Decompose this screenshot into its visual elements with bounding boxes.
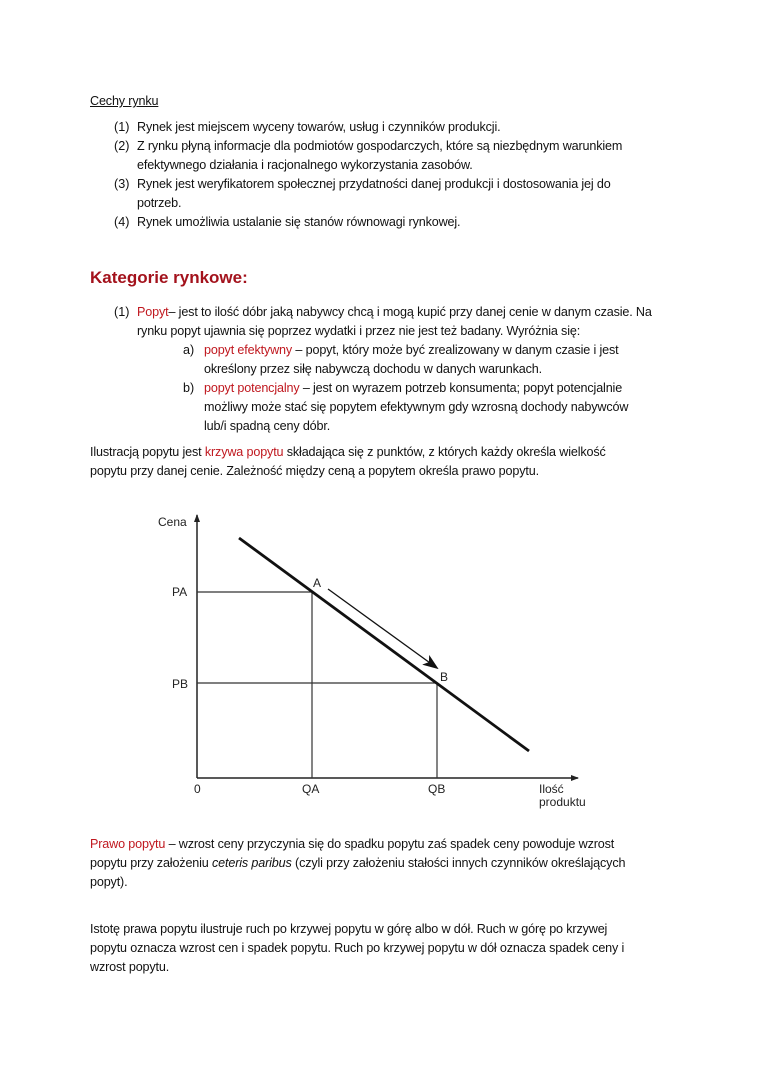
essence-line2: popytu oznacza wzrost cen i spadek popytu. Ruch po krzywej popytu w dół oznacza spadek ceny i	[90, 941, 625, 955]
list-number: (1)	[114, 120, 130, 134]
illustration-line1: Ilustracją popytu jest krzywa popytu składająca się z punktów, z których każdy określa wielkość	[90, 445, 606, 459]
list-item-text: Rynek jest weryfikatorem społecznej przydatności danej produkcji i dostosowania jej do	[137, 177, 611, 191]
popyt-efektywny-line1: popyt efektywny – popyt, który może być zrealizowany w danym czasie i jest	[204, 343, 619, 357]
popyt-potencjalny-line3: lub/i spadną ceny dóbr.	[204, 419, 331, 433]
movement-arrow-icon	[328, 589, 437, 668]
x-axis-label-line2: produktu	[539, 795, 586, 809]
list-item-text: Rynek umożliwia ustalanie się stanów równowagi rynkowej.	[137, 215, 461, 229]
law-line1: Prawo popytu – wzrost ceny przyczynia się do spadku popytu zaś spadek ceny powoduje wzrost	[90, 837, 615, 851]
law-line2: popytu przy założeniu ceteris paribus (czyli przy założeniu stałości innych czynników określających	[90, 856, 626, 870]
tick-origin: 0	[194, 782, 201, 796]
section-heading-kategorie: Kategorie rynkowe:	[90, 268, 248, 287]
essence-line3: wzrost popytu.	[90, 960, 170, 974]
popyt-potencjalny-line2: możliwy może stać się popytem efektywnym gdy wzrosną dochody nabywców	[204, 400, 629, 414]
list-number: (2)	[114, 139, 130, 153]
list-item-text: potrzeb.	[137, 196, 182, 210]
popyt-potencjalny-line1: popyt potencjalny – jest on wyrazem potrzeb konsumenta; popyt potencjalnie	[204, 381, 623, 395]
x-axis-label-line1: Ilość	[539, 782, 564, 796]
popyt-definition-line1: Popyt– jest to ilość dóbr jaką nabywcy chcą i mogą kupić przy danej cenie w danym czasie. Na	[137, 305, 652, 319]
list-item-text: Rynek jest miejscem wyceny towarów, usług i czynników produkcji.	[137, 120, 501, 134]
tick-pa: PA	[172, 585, 188, 599]
sublist-letter: b)	[183, 381, 195, 395]
popyt-efektywny-line2: określony przez siłę nabywczą dochodu w danych warunkach.	[204, 362, 542, 376]
term-prawo-popytu: Prawo popytu	[90, 837, 166, 851]
term-krzywa-popytu: krzywa popytu	[204, 445, 284, 459]
popyt-definition-line2: rynku popyt ujawnia się poprzez wydatki i przez nie jest też badany. Wyróżnia się:	[137, 324, 581, 338]
section-title-cechy-rynku: Cechy rynku	[90, 94, 159, 108]
tick-qb: QB	[428, 782, 446, 796]
tick-pb: PB	[172, 677, 189, 691]
illustration-line2: popytu przy danej cenie. Zależność między ceną a popytem określa prawo popytu.	[90, 464, 539, 478]
list-item-text: efektywnego działania i racjonalnego wykorzystania zasobów.	[137, 158, 473, 172]
list-number: (4)	[114, 215, 130, 229]
tick-qa: QA	[302, 782, 320, 796]
essence-line1: Istotę prawa popytu ilustruje ruch po krzywej popytu w górę albo w dół. Ruch w górę po krzywej	[90, 922, 608, 936]
demand-curve-line	[239, 538, 529, 751]
list-number: (3)	[114, 177, 130, 191]
list-number: (1)	[114, 305, 130, 319]
term-popyt-potencjalny: popyt potencjalny	[204, 381, 300, 395]
term-popyt-efektywny: popyt efektywny	[204, 343, 293, 357]
y-axis-label: Cena	[158, 515, 187, 529]
list-item-text: Z rynku płyną informacje dla podmiotów gospodarczych, które są niezbędnym warunkiem	[137, 139, 623, 153]
point-a-label: A	[313, 576, 322, 590]
term-popyt: Popyt	[137, 305, 169, 319]
sublist-letter: a)	[183, 343, 195, 357]
law-line3: popyt).	[90, 875, 128, 889]
point-b-label: B	[440, 670, 449, 684]
